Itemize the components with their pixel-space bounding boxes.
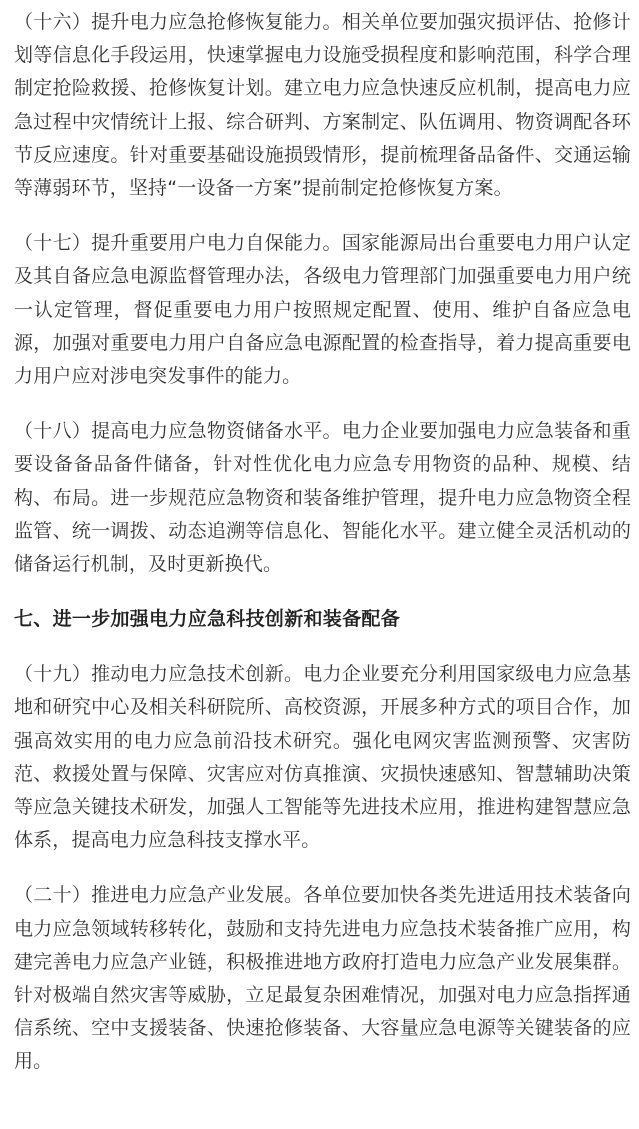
paragraph-18: （十八）提高电力应急物资储备水平。电力企业要加强电力应急装备和重要设备备品备件储备，针对性优化电力应急专用物资的品种、规模、结构、布局。进一步规范应急物资和装备维护管理，提升电力应急物资全程监管、统一调拨、动态追溯等信息化、智能化水平。建立健全灵活机动的储备运行机制，及时更新换代。: [14, 420, 631, 576]
paragraph-17: （十七）提升重要用户电力自保能力。国家能源局出台重要电力用户认定及其自备应急电源监督管理办法，各级电力管理部门加强重要电力用户统一认定管理，督促重要电力用户按照规定配置、使用、维护自备应急电源，加强对重要电力用户自备应急电源配置的检查指导，着力提高重要电力用户应对涉电突发事件的能力。: [14, 232, 631, 388]
paragraph-16: （十六）提升电力应急抢修恢复能力。相关单位要加强灾损评估、抢修计划等信息化手段运用，快速掌握电力设施受损程度和影响范围，科学合理制定抢险救援、抢修恢复计划。建立电力应急快速反应机制，提高电力应急过程中灾情统计上报、综合研判、方案制定、队伍调用、物资调配各环节反应速度。针对重要基础设施损毁情形，提前梳理备品备件、交通运输等薄弱环节，坚持“一设备一方案”提前制定抢修恢复方案。: [14, 11, 631, 200]
section-heading: 七、进一步加强电力应急科技创新和装备配备: [14, 608, 401, 631]
paragraph-20: （二十）推进电力应急产业发展。各单位要加快各类先进适用技术装备向电力应急领域转移转化，鼓励和支持先进电力应急技术装备推广应用，构建完善电力应急产业链，积极推进地方政府打造电力应急产业发展集群。针对极端自然灾害等威胁，立足最复杂困难情况，加强对电力应急指挥通信系统、空中支援装备、快速抢修装备、大容量应急电源等关键装备的应用。: [14, 884, 631, 1073]
paragraph-19: （十九）推动电力应急技术创新。电力企业要充分利用国家级电力应急基地和研究中心及相关科研院所、高校资源，开展多种方式的项目合作，加强高效实用的电力应急前沿技术研究。强化电网灾害监测预警、灾害防范、救援处置与保障、灾害应对仿真推演、灾损快速感知、智慧辅助决策等应急关键技术研发，加强人工智能等先进技术应用，推进构建智慧应急体系，提高电力应急科技支撑水平。: [14, 663, 631, 852]
